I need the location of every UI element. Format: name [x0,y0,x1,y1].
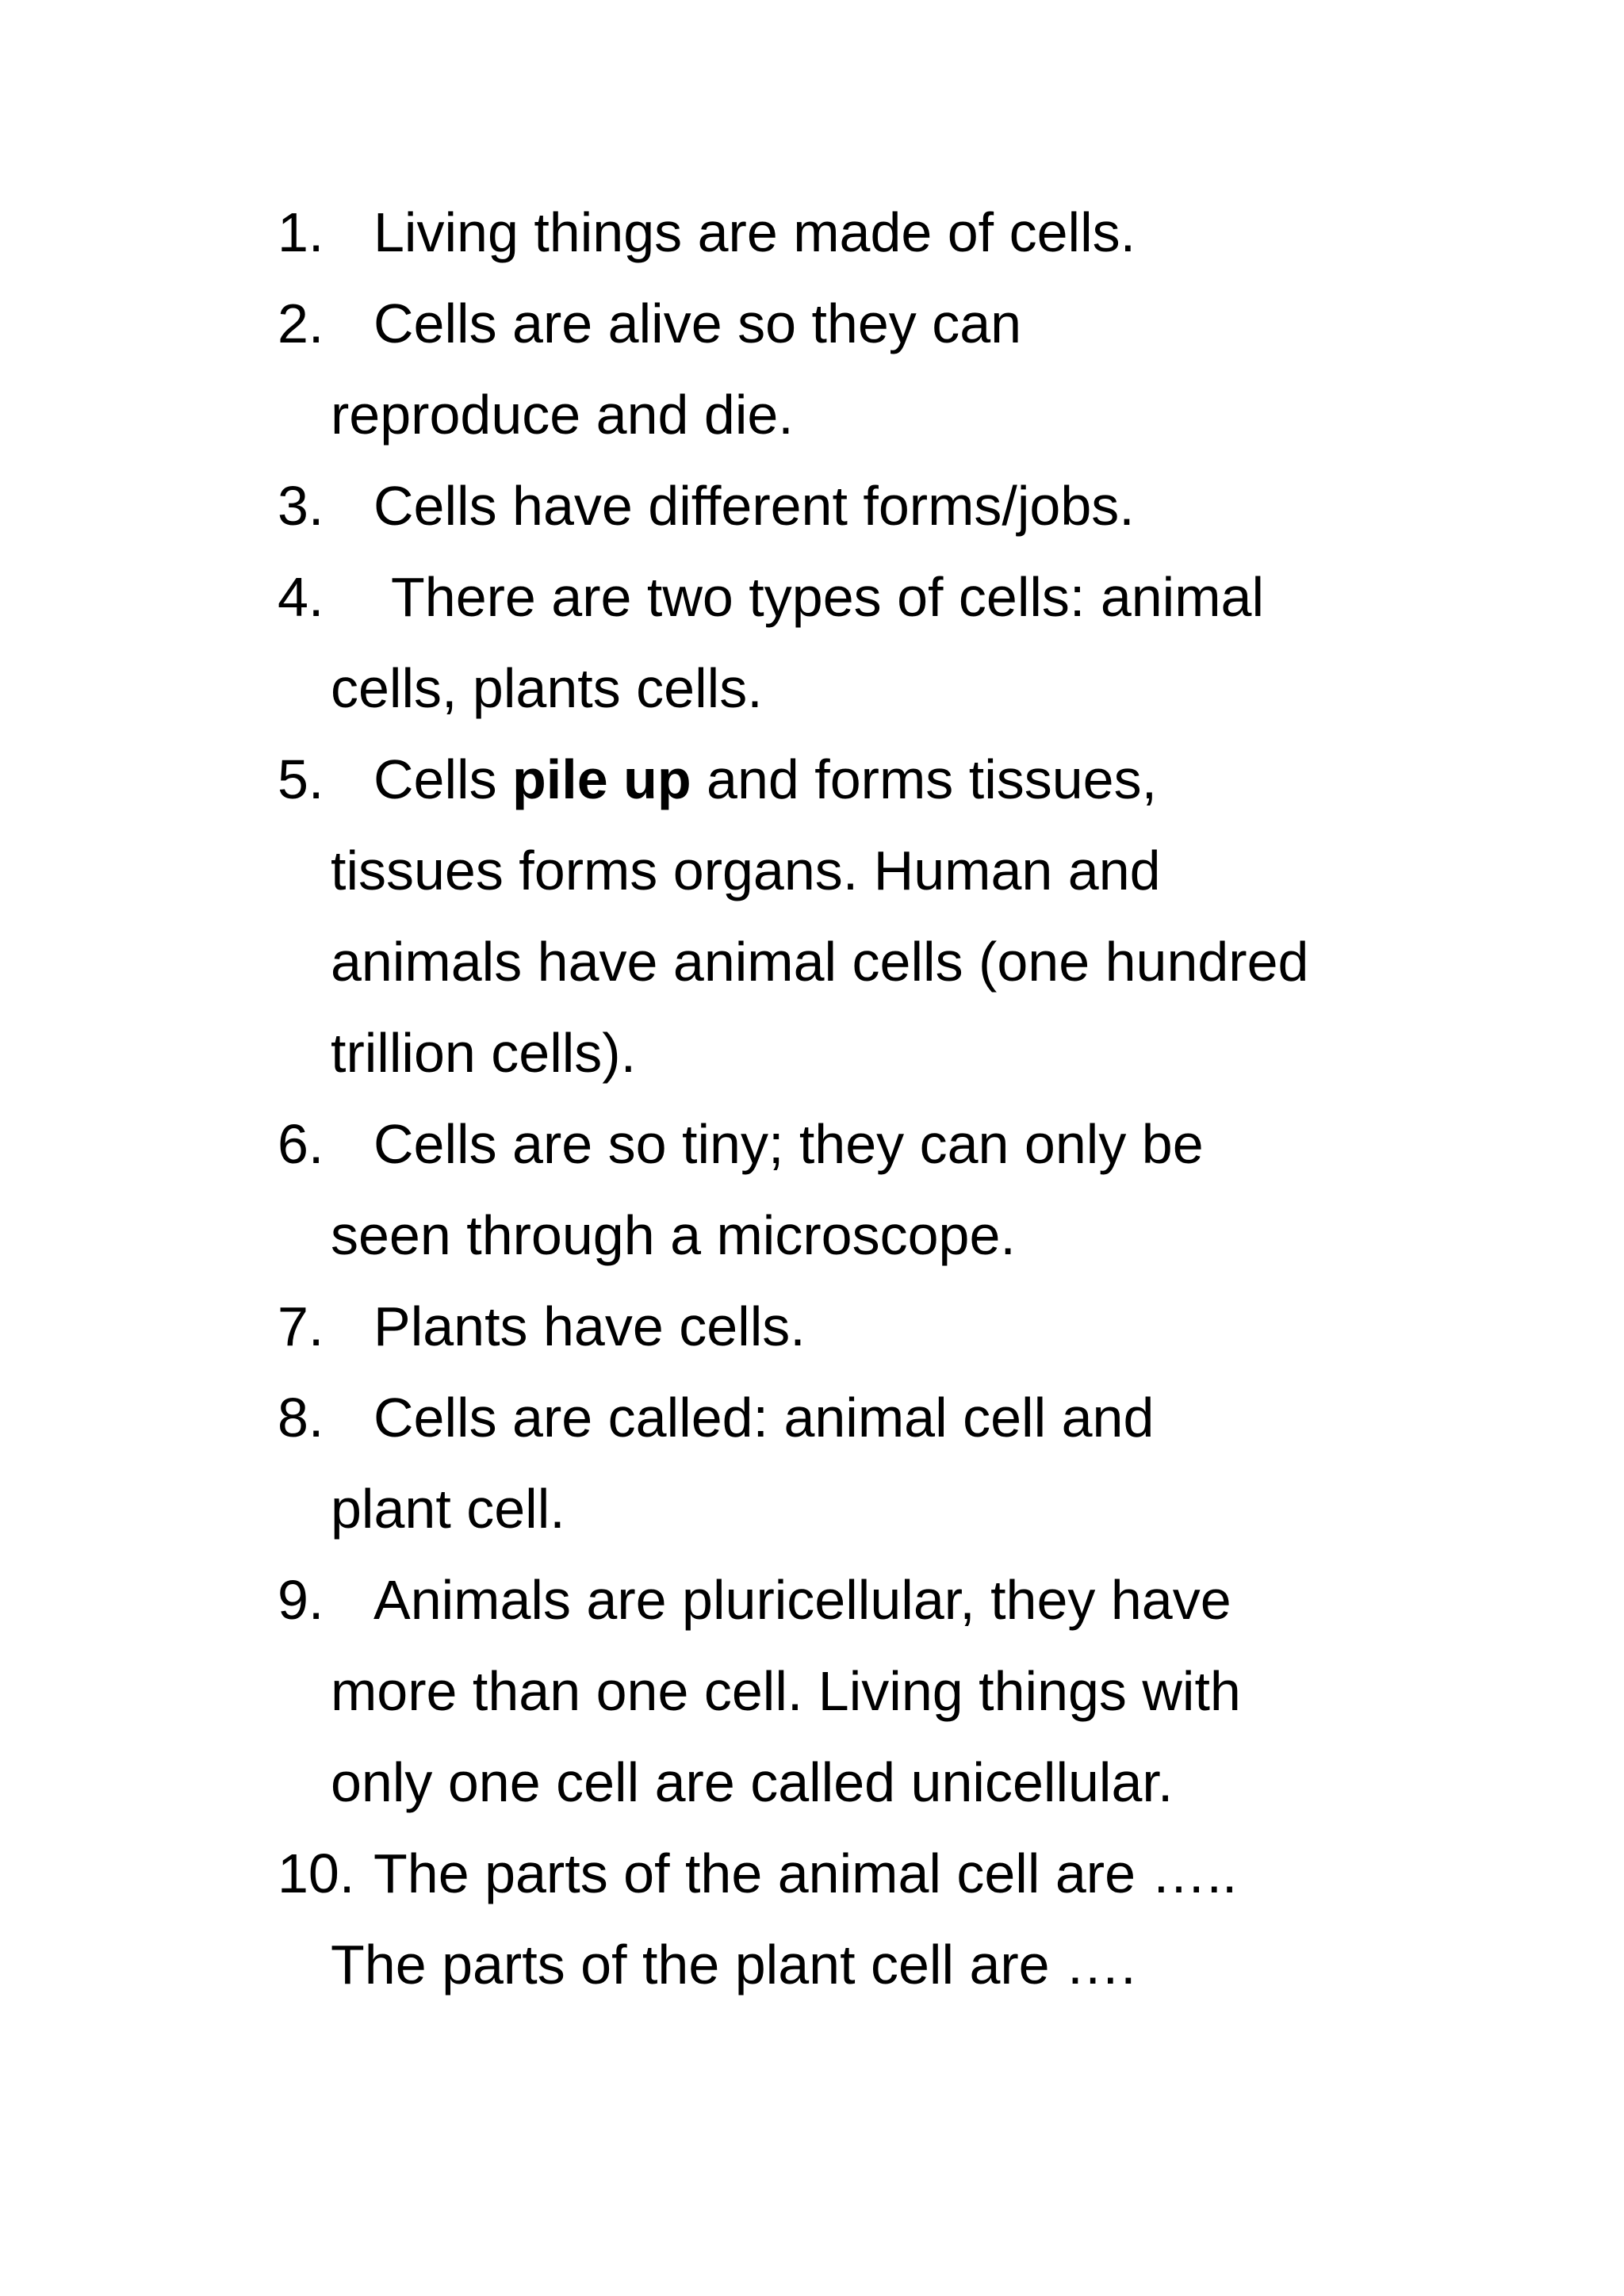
item-number: 7. [278,1295,324,1357]
item-text-line: There are two types of cells: animal [391,566,1265,628]
item-text-line: The parts of the animal cell are ….. [373,1843,1238,1904]
item-text-continuation: animals have animal cells (one hundred [331,931,1309,993]
numbered-list [278,187,1404,2011]
item-text-continuation: cells, plants cells. [331,657,763,719]
item-text-line: Cells are alive so they can [373,293,1022,354]
item-text-line: Cells have different forms/jobs. [373,475,1135,537]
item-number: 3. [278,475,324,537]
item-text-line: Cells are so tiny; they can only be [373,1113,1204,1175]
item-number: 1. [278,201,324,263]
item-text-continuation: plant cell. [331,1478,565,1540]
item-number: 10. [278,1843,355,1904]
item-number: 5. [278,748,324,810]
list-item-1 [278,187,1404,278]
item-text-continuation: seen through a microscope. [331,1204,1016,1266]
item-text-continuation: only one cell are called unicellular. [331,1751,1174,1813]
item-text-continuation: trillion cells). [331,1022,637,1084]
item-text-line: Cells are called: animal cell and [373,1387,1155,1448]
list-item-9 [278,1555,1404,1828]
item-text-line [373,734,1404,825]
list-item-8 [278,1372,1404,1555]
list-item-4 [278,552,1404,734]
item-number: 4. [278,566,324,628]
item-text-segment: and forms tissues, [691,748,1158,810]
item-text-line: Plants have cells. [373,1295,806,1357]
item-text-line: Animals are pluricellular, they have [373,1569,1231,1631]
list-item-2 [278,278,1404,461]
list-item-10 [278,1828,1404,2011]
item-text-segment: Cells [373,748,513,810]
item-text-line: Living things are made of cells. [373,201,1136,263]
list-item-5 [278,734,1404,1099]
item-text-continuation: reproduce and die. [331,384,794,446]
list-item-3 [278,461,1404,552]
item-text-continuation: more than one cell. Living things with [331,1660,1241,1722]
item-number: 8. [278,1387,324,1448]
list-item-7 [278,1281,1404,1372]
item-number: 9. [278,1569,324,1631]
item-number: 2. [278,293,324,354]
item-number: 6. [278,1113,324,1175]
item-text-continuation: tissues forms organs. Human and [331,840,1161,901]
bold-phrase: pile up [512,748,691,810]
item-text-continuation: The parts of the plant cell are …. [331,1934,1136,1996]
list-item-6 [278,1099,1404,1281]
